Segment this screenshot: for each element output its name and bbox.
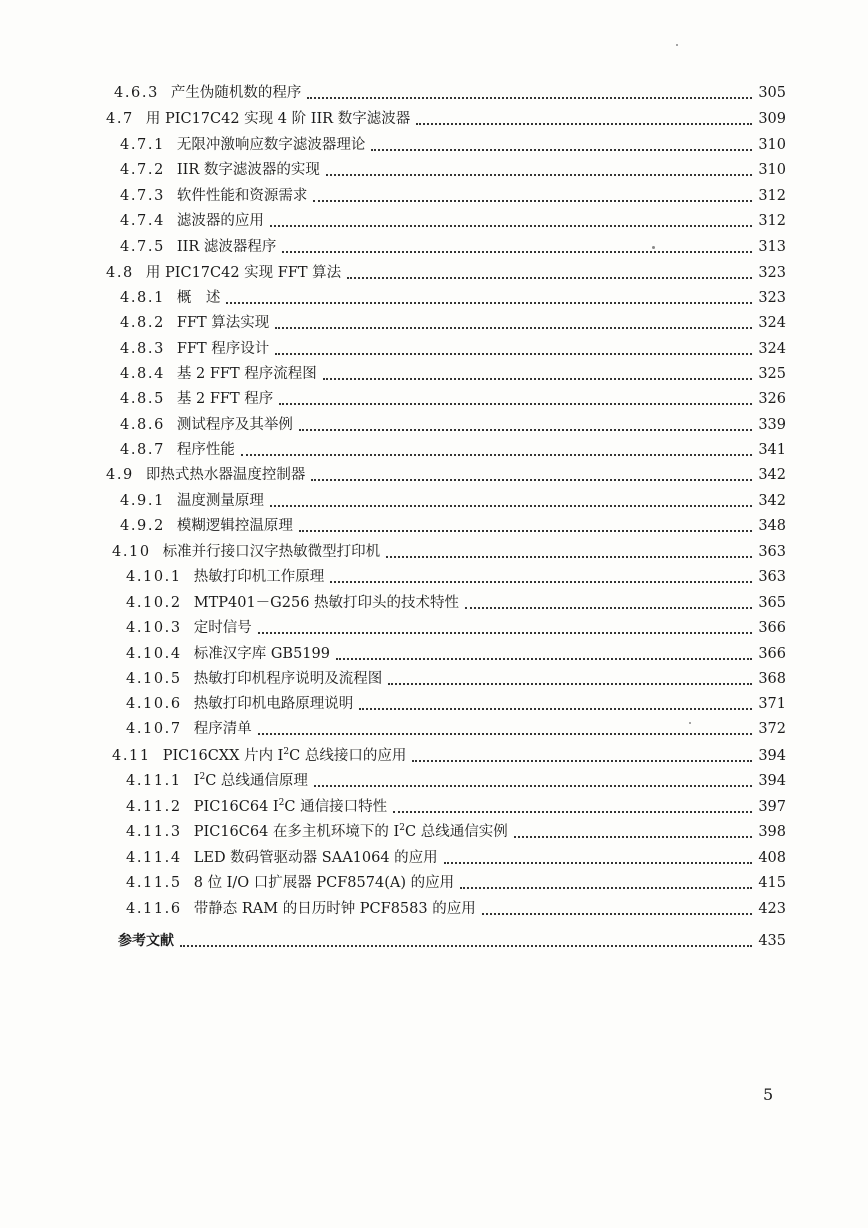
toc-leader-dots: [279, 403, 752, 405]
toc-title-superscript: 2: [283, 747, 290, 757]
toc-title-suffix: C 通信接口特性: [284, 799, 388, 815]
toc-section-title: 模糊逻辑控温原理: [176, 518, 293, 534]
toc-section-number: 4.8.7: [120, 442, 165, 458]
toc-section-title: 基 2 FFT 程序流程图: [176, 366, 317, 382]
toc-page-number: 325: [758, 366, 786, 382]
toc-section-title: [163, 743, 407, 765]
toc-entry: [126, 664, 786, 688]
toc-entry: [120, 410, 786, 434]
toc-page-number: 423: [758, 901, 786, 917]
toc-leader-dots: [270, 505, 752, 507]
toc-leader-dots: [299, 530, 752, 532]
toc-section-number: 4.7.5: [120, 239, 165, 255]
scan-speck: [676, 44, 678, 46]
toc-leader-dots: [258, 632, 752, 634]
toc-section-number: 4.7.1: [120, 137, 165, 153]
toc-title-prefix: PIC16CXX 片内 I: [162, 748, 284, 764]
toc-entry: [126, 894, 786, 918]
toc-entry: [120, 359, 786, 383]
toc-page-number: 363: [758, 569, 786, 585]
toc-section-title: 用 PIC17C42 实现 FFT 算法: [145, 265, 342, 281]
toc-leader-dots: [323, 378, 752, 380]
toc-leader-dots: [388, 683, 752, 685]
toc-section-title: 测试程序及其举例: [176, 417, 293, 433]
toc-page-number: 305: [758, 85, 786, 101]
toc-page-number: 312: [758, 213, 786, 229]
toc-page-number: 310: [758, 162, 786, 178]
toc-page-number: 394: [758, 773, 786, 789]
toc-leader-dots: [275, 327, 752, 329]
toc-page-number: 342: [758, 493, 786, 509]
toc-entry: [126, 588, 786, 612]
toc-section-title: 标准汉字库 GB5199: [193, 646, 330, 662]
toc-leader-dots: [270, 225, 752, 227]
toc-leader-dots: [299, 429, 752, 431]
toc-section-title: 程序性能: [176, 442, 235, 458]
toc-entry: [106, 460, 786, 484]
toc-page-number: 368: [758, 671, 786, 687]
scan-speck: [652, 246, 655, 249]
toc-section-title: 软件性能和资源需求: [176, 188, 308, 204]
toc-page-number: 326: [758, 391, 786, 407]
toc-section-title: 程序清单: [193, 721, 252, 737]
toc-entry: [120, 232, 786, 256]
toc-entry: [120, 130, 786, 154]
toc-entry: [126, 613, 786, 637]
toc-section-number: 4.11.5: [126, 875, 182, 891]
toc-entry: [112, 741, 786, 765]
toc-page-number: 323: [758, 265, 786, 281]
toc-page-number: 309: [758, 111, 786, 127]
toc-leader-dots: [444, 862, 752, 864]
toc-leader-dots: [393, 811, 752, 813]
toc-page-number: 408: [758, 850, 786, 866]
toc-section-title: 热敏打印机工作原理: [193, 569, 325, 585]
toc-leader-dots: [465, 607, 752, 609]
toc-leader-dots: [311, 479, 752, 481]
toc-section-number: 4.7.3: [120, 188, 165, 204]
toc-leader-dots: [282, 251, 752, 253]
toc-leader-dots: [482, 913, 752, 915]
toc-section-number: 4.10.3: [126, 620, 182, 636]
toc-leader-dots: [307, 97, 752, 99]
toc-section-title: 8 位 I/O 口扩展器 PCF8574(A) 的应用: [193, 875, 455, 891]
toc-section-title: 热敏打印机程序说明及流程图: [193, 671, 383, 687]
toc-entry: [126, 562, 786, 586]
toc-leader-dots: [314, 785, 752, 787]
toc-section-title: MTP401－G256 热敏打印头的技术特性: [193, 595, 460, 611]
toc-section-number: 4.8.4: [120, 366, 165, 382]
toc-entry: [126, 766, 786, 790]
toc-title-suffix: C 总线通信原理: [205, 773, 308, 789]
toc-section-title: 参考文献: [118, 933, 174, 949]
toc-page-number: 372: [758, 721, 786, 737]
toc-section-number: 4.10.5: [126, 671, 182, 687]
toc-page-number: 366: [758, 620, 786, 636]
toc-section-title: 无限冲激响应数字滤波器理论: [176, 137, 366, 153]
toc-section-number: 4.8.1: [120, 290, 165, 306]
toc-entry: [120, 308, 786, 332]
toc-section-number: 4.7: [106, 111, 134, 127]
toc-entry: [118, 926, 786, 950]
toc-entry: [120, 511, 786, 535]
toc-leader-dots: [336, 658, 752, 660]
toc-section-number: 4.11.1: [126, 773, 182, 789]
toc-leader-dots: [226, 302, 752, 304]
toc-page-number: 324: [758, 315, 786, 331]
toc-page-number: 341: [758, 442, 786, 458]
toc-page-number: 398: [758, 824, 786, 840]
toc-title-prefix: PIC16C64 I: [193, 799, 279, 815]
toc-page-number: 397: [758, 799, 786, 815]
toc-entry: [120, 283, 786, 307]
toc-leader-dots: [416, 123, 752, 125]
toc-entry: [114, 78, 786, 102]
toc-entry: [126, 817, 786, 841]
toc-leader-dots: [412, 760, 752, 762]
toc-section-number: 4.6.3: [114, 85, 159, 101]
toc-leader-dots: [275, 353, 752, 355]
toc-leader-dots: [330, 581, 752, 583]
toc-section-number: 4.11.3: [126, 824, 182, 840]
toc-page-number: 313: [758, 239, 786, 255]
toc-title-superscript: 2: [199, 772, 206, 782]
toc-section-number: 4.9.1: [120, 493, 165, 509]
toc-section-title: IIR 滤波器程序: [176, 239, 277, 255]
toc-section-title: FFT 算法实现: [176, 315, 270, 331]
toc-section-number: 4.10.1: [126, 569, 182, 585]
toc-entry: [106, 104, 786, 128]
toc-leader-dots: [460, 887, 752, 889]
toc-section-title: 热敏打印机电路原理说明: [193, 696, 354, 712]
toc-entry: [112, 537, 786, 561]
toc-leader-dots: [180, 945, 752, 947]
toc-section-title: IIR 数字滤波器的实现: [176, 162, 320, 178]
toc-entry: [120, 435, 786, 459]
toc-entry: [106, 258, 786, 282]
toc-section-number: 4.10.6: [126, 696, 182, 712]
toc-section-number: 4.10: [112, 544, 151, 560]
toc-title-prefix: I: [193, 773, 200, 789]
toc-section-number: 4.11.4: [126, 850, 182, 866]
toc-section-title: 带静态 RAM 的日历时钟 PCF8583 的应用: [193, 901, 476, 917]
toc-section-title: 标准并行接口汉字热敏微型打印机: [162, 544, 381, 560]
toc-page-number: 435: [758, 933, 786, 949]
toc-section-number: 4.8.3: [120, 341, 165, 357]
toc-section-number: 4.8.5: [120, 391, 165, 407]
toc-entry: [120, 206, 786, 230]
toc-entry: [126, 639, 786, 663]
toc-page-number: 366: [758, 646, 786, 662]
toc-leader-dots: [313, 200, 752, 202]
toc-page-number: 312: [758, 188, 786, 204]
toc-section-number: 4.9: [106, 467, 134, 483]
toc-section-number: 4.8.2: [120, 315, 165, 331]
toc-section-number: 4.10.7: [126, 721, 182, 737]
toc-title-prefix: PIC16C64 在多主机环境下的 I: [193, 824, 400, 840]
toc-page-number: 342: [758, 467, 786, 483]
toc-entry: [126, 843, 786, 867]
toc-section-number: 4.8: [106, 265, 134, 281]
toc-section-number: 4.11.6: [126, 901, 182, 917]
toc-entry: [120, 384, 786, 408]
toc-section-title: 产生伪随机数的程序: [170, 85, 302, 101]
toc-section-title: [194, 819, 508, 841]
toc-leader-dots: [386, 556, 752, 558]
toc-page-number: 323: [758, 290, 786, 306]
toc-section-title: 滤波器的应用: [176, 213, 264, 229]
toc-page-number: 339: [758, 417, 786, 433]
toc-page-number: 363: [758, 544, 786, 560]
toc-title-superscript: 2: [399, 823, 405, 833]
toc-section-title: 温度测量原理: [176, 493, 264, 509]
toc-section-title: LED 数码管驱动器 SAA1064 的应用: [193, 850, 438, 866]
toc-page-number: 365: [758, 595, 786, 611]
toc-entry: [120, 334, 786, 358]
toc-entry: [120, 486, 786, 510]
toc-entry: [126, 689, 786, 713]
toc-section-title: [194, 768, 308, 790]
toc-page-number: 324: [758, 341, 786, 357]
toc-section-number: 4.11.2: [126, 799, 182, 815]
toc-entry: [120, 181, 786, 205]
toc-title-suffix: C 总线接口的应用: [289, 748, 407, 764]
page-number: 5: [763, 1085, 774, 1104]
toc-title-superscript: 2: [278, 798, 285, 808]
toc-page-number: 415: [758, 875, 786, 891]
toc-section-number: 4.10.2: [126, 595, 182, 611]
toc-section-title: 概 述: [176, 290, 221, 306]
toc-title-suffix: C 总线通信实例: [405, 824, 508, 840]
toc-section-title: 定时信号: [193, 620, 252, 636]
toc-entry: [126, 792, 786, 816]
toc-section-number: 4.11: [112, 748, 151, 764]
toc-page-number: 310: [758, 137, 786, 153]
toc-section-title: FFT 程序设计: [176, 341, 270, 357]
toc-section-number: 4.10.4: [126, 646, 182, 662]
toc-section-title: 基 2 FFT 程序: [176, 391, 274, 407]
toc-section-number: 4.7.2: [120, 162, 165, 178]
toc-leader-dots: [514, 836, 752, 838]
toc-leader-dots: [326, 174, 752, 176]
toc-page-number: 348: [758, 518, 786, 534]
toc-leader-dots: [371, 149, 752, 151]
toc-entry: [126, 868, 786, 892]
toc-section-number: 4.7.4: [120, 213, 165, 229]
toc-section-title: 即热式热水器温度控制器: [145, 467, 306, 483]
scan-speck: [689, 722, 691, 724]
toc-section-number: 4.9.2: [120, 518, 165, 534]
toc-page-number: 394: [758, 748, 786, 764]
toc-section-title: [194, 794, 387, 816]
toc-leader-dots: [258, 733, 752, 735]
toc-entry: [126, 714, 786, 738]
toc-page-number: 371: [758, 696, 786, 712]
toc-leader-dots: [241, 454, 752, 456]
toc-section-number: 4.8.6: [120, 417, 165, 433]
toc-leader-dots: [359, 708, 752, 710]
toc-entry: [120, 155, 786, 179]
toc-leader-dots: [347, 277, 752, 279]
toc-section-title: 用 PIC17C42 实现 4 阶 IIR 数字滤波器: [145, 111, 411, 127]
